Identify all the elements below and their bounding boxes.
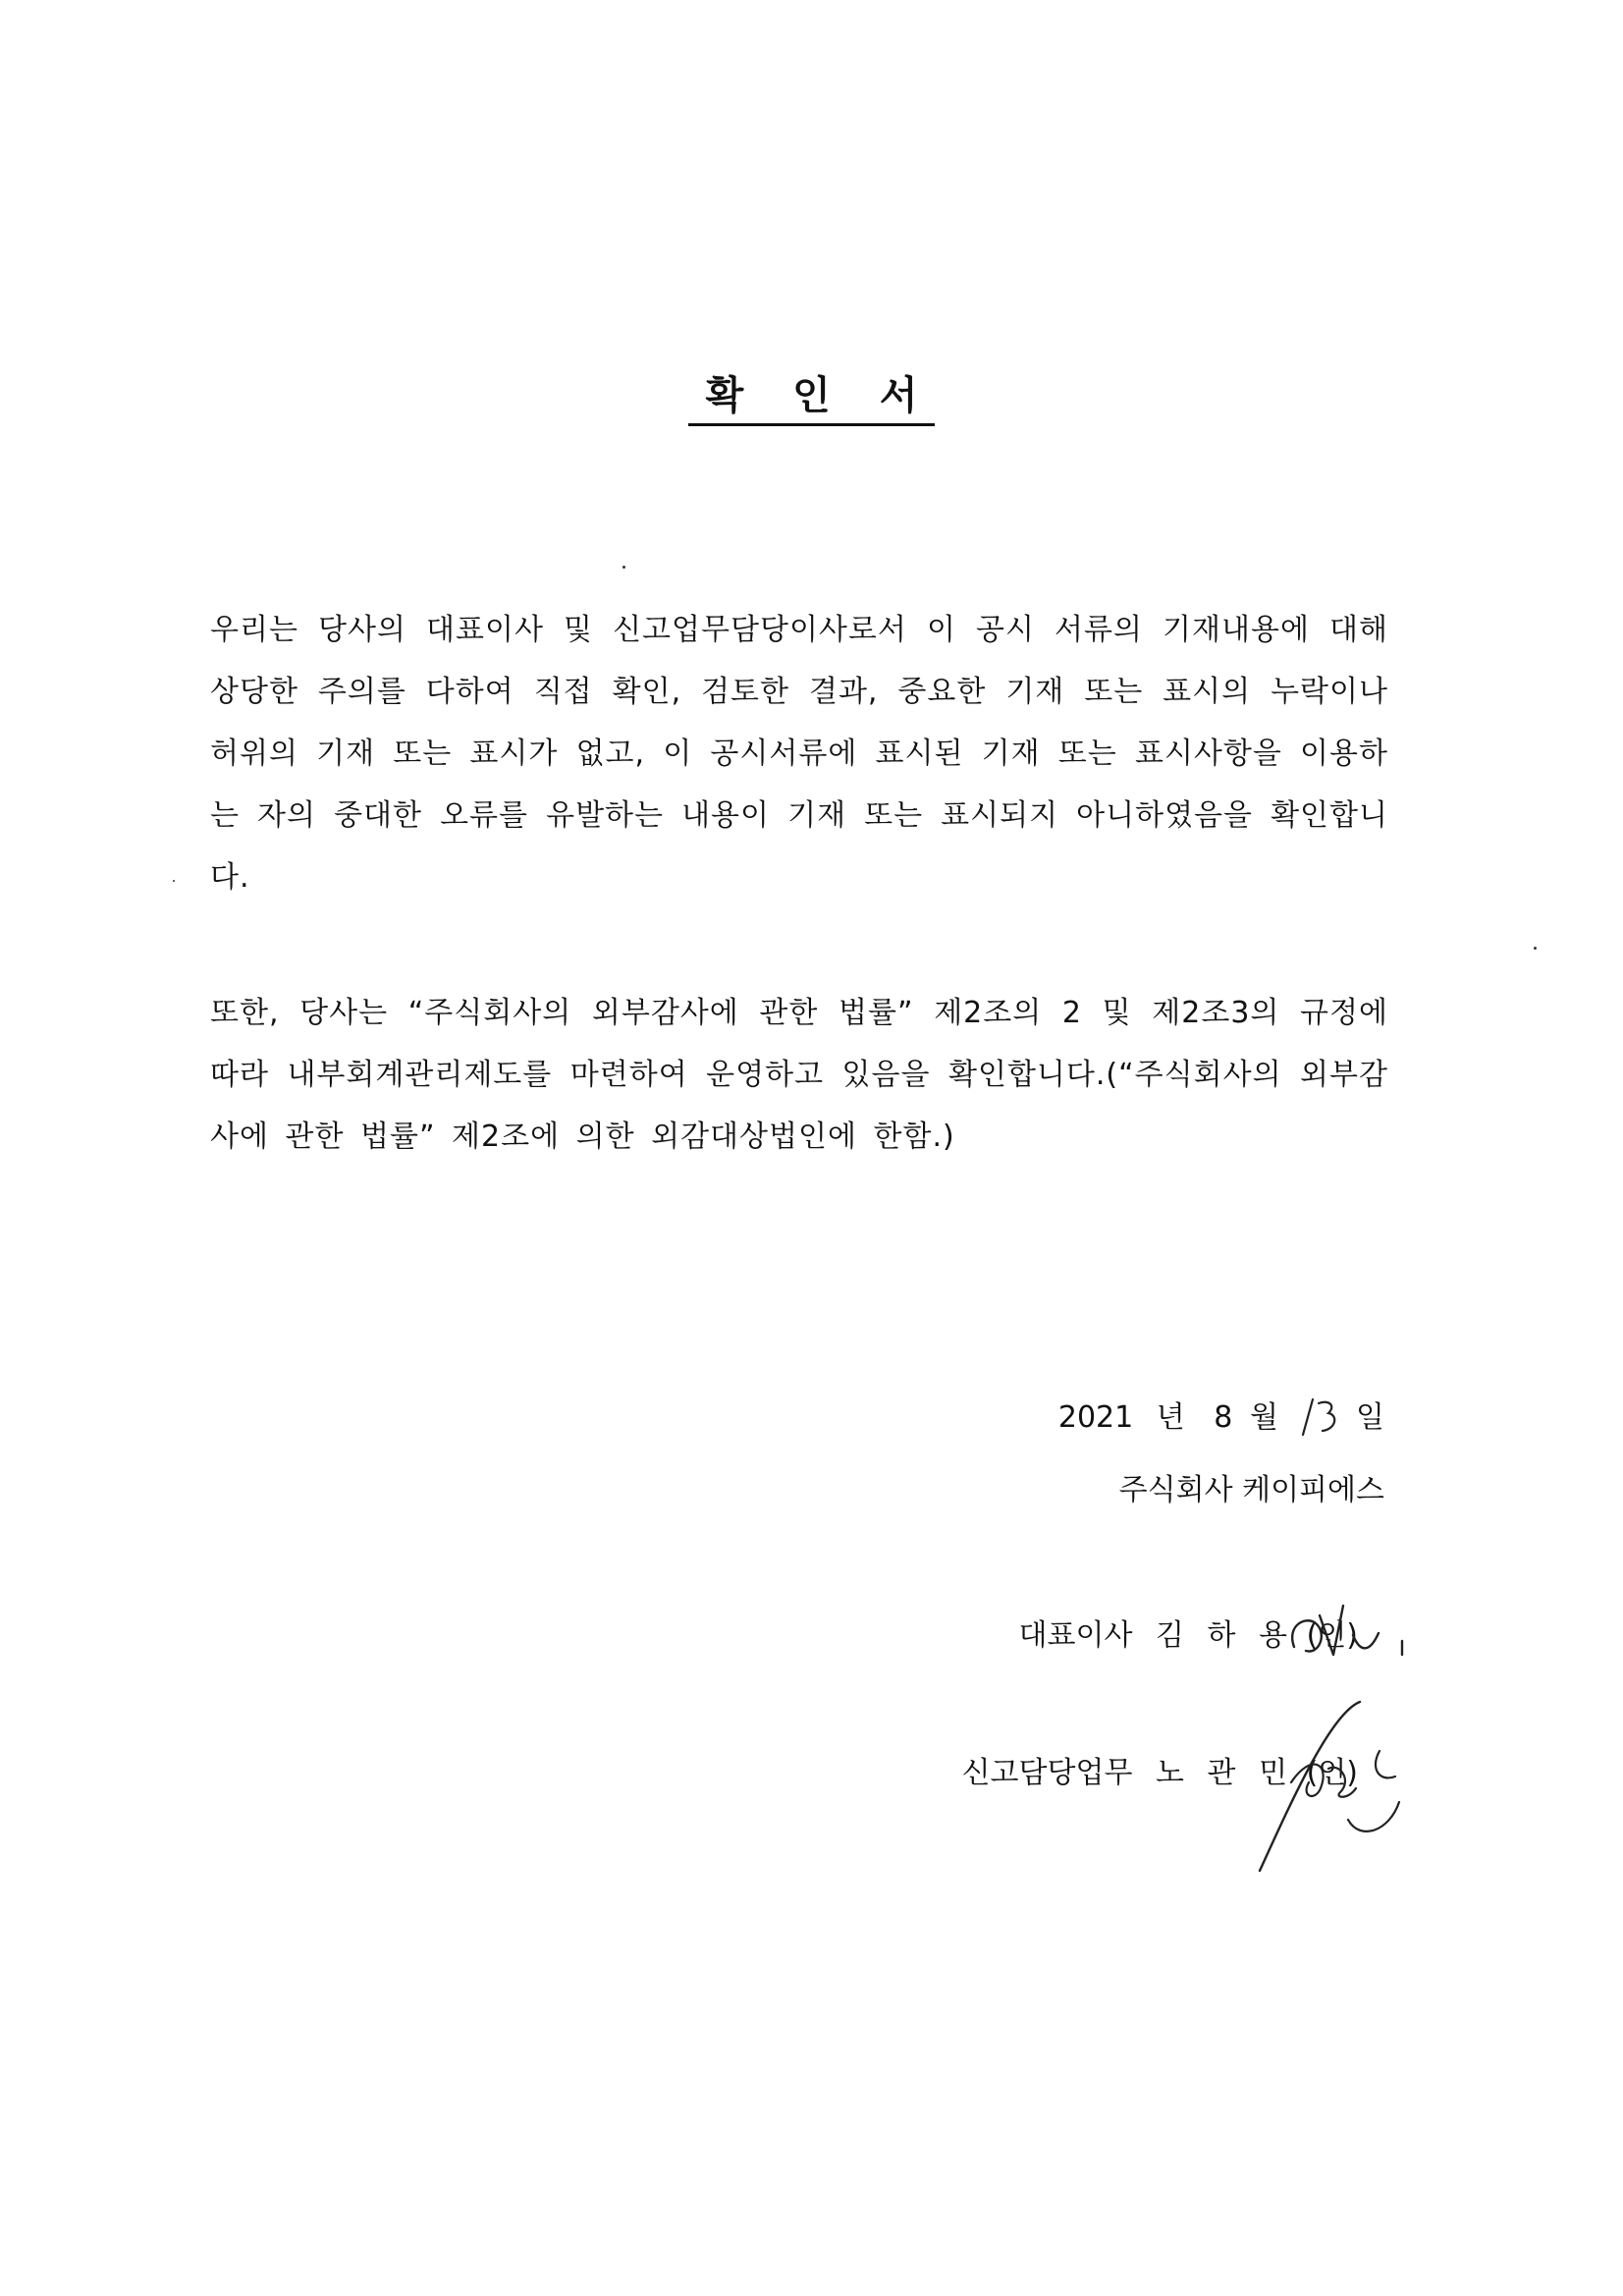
ceo-seal-mark: (인) bbox=[1306, 1618, 1358, 1653]
officer-role: 신고담당업무 bbox=[961, 1756, 1133, 1790]
officer-name-char: 노 bbox=[1156, 1756, 1184, 1790]
confirmation-paragraph: 우리는 당사의 대표이사 및 신고업무담당이사로서 이 공시 서류의 기재내용에 대해 상당한 주의를 다하여 직접 확인, 검토한 결과, 중요한 기재 또는 표시의 누락이나 허위의 기재 또는 표시가 없고, 이 공시서류에 표시된 기재 또는 표시사항을 이용하는 자의 중대한 오류를 유발하는 내용이 기재 또는 표시되지 아니하였음을 확인합니다. bbox=[210, 613, 1388, 895]
date-day-handwritten bbox=[1293, 1399, 1340, 1439]
date-day-unit: 일 bbox=[1356, 1400, 1384, 1435]
document-title-text: 확 인 서 bbox=[688, 374, 936, 426]
ceo-handwritten-signature bbox=[1276, 1586, 1434, 1674]
date-year-unit: 년 bbox=[1156, 1400, 1185, 1435]
company-name: 주식회사 케이피에스 bbox=[1118, 1473, 1384, 1507]
document-title bbox=[0, 373, 1623, 426]
officer-name-char: 민 bbox=[1259, 1756, 1288, 1790]
scan-speck bbox=[622, 566, 625, 569]
officer-handwritten-signature bbox=[1232, 1694, 1429, 1881]
scan-speck bbox=[173, 880, 175, 882]
date-year: 2021 bbox=[1057, 1400, 1134, 1435]
handwritten-day-mark bbox=[1293, 1395, 1340, 1439]
ceo-name-char: 하 bbox=[1207, 1618, 1236, 1653]
ceo-name bbox=[1142, 1618, 1297, 1653]
scan-speck bbox=[1534, 947, 1537, 950]
ceo-name-char: 용 bbox=[1259, 1618, 1288, 1653]
date-month: 8 bbox=[1214, 1400, 1233, 1435]
date-month-unit: 월 bbox=[1249, 1400, 1278, 1435]
ceo-name-char: 김 bbox=[1156, 1618, 1184, 1653]
internal-control-paragraph: 또한, 당사는 “주식회사의 외부감사에 관한 법률” 제2조의 2 및 제2조3의 규정에 따라 내부회계관리제도를 마련하여 운영하고 있음을 확인합니다.(“주식회사의 외부감사에 관한 법률” 제2조에 의한 외감대상법인에 한함.) bbox=[210, 996, 1388, 1154]
ceo-role: 대표이사 bbox=[1018, 1618, 1133, 1653]
officer-name-char: 관 bbox=[1207, 1756, 1236, 1790]
officer-seal-mark: (인) bbox=[1306, 1756, 1358, 1790]
signing-date bbox=[1058, 1393, 1384, 1439]
